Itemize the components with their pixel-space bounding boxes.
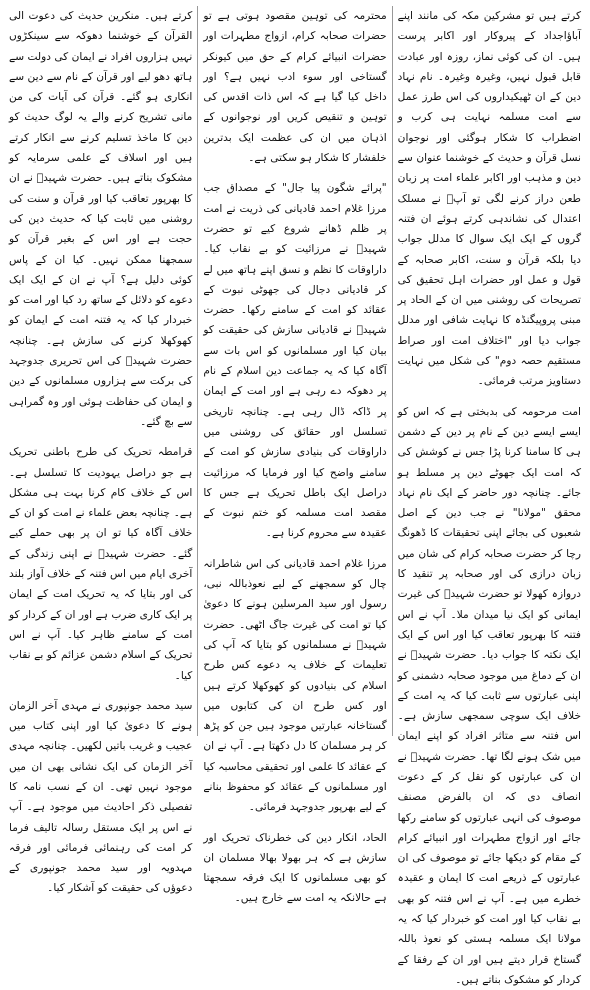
paragraph-gap (9, 432, 192, 442)
paragraph: مرزا غلام احمد قادیانی کی اس شاطرانہ چال کو سمجھنے کے لیے نعوذباللہ نبی، رسول اور سید المرسلین ہونے کا دعویٰ کیا تو امت کی غیرت جاگ اٹھی۔ حضرت شہیدؒ نے مسلمانوں کو بتایا کہ آپ کی تعلیمات کے خلاف یہ دعوے کس طرح اسلام کی بنیادوں کو کھوکھلا کرتے ہیں اور کس طرح ان کی کتابوں میں گستاخانہ عبارتیں موجود ہیں جن کو پڑھ کر ہر مسلمان کا دل دکھتا ہے۔ آپ نے ان کے عقائد کا علمی اور تحقیقی محاسبہ کیا اور مسلمانوں کے عقائد کو محفوظ بنانے کے لیے بھرپور جدوجہد فرمائی۔ (203, 557, 387, 814)
paragraph: سید محمد جونپوری نے مہدی آخر الزمان ہونے کا دعویٰ کیا اور اپنی کتاب میں عجیب و غریب باتیں لکھیں۔ چنانچہ مہدی آخر الزمان کی ایک نشانی بھی ان میں موجود نہیں تھی۔ ان کے نسب نامہ کا تفصیلی ذکر احادیث میں موجود ہے۔ آپ نے اس پر ایک مستقل رسالہ تالیف فرما کر امت کی رہنمائی فرمائی اور فرقہ مہدویہ اور سید محمد جونپوری کے دعوؤں کی حقیقت کو آشکار کیا۔ (9, 699, 193, 895)
paragraph: امت مرحومہ کی بدبختی ہے کہ اس کو ایسے ایسے دین کے نام پر دین کے دشمن ہی کا سامنا کرنا پڑا جس نے کوشش کی کہ امت ایک جھوٹے دین پر مسلط ہو جائے۔ چنانچہ دور حاضر کے ایک نام نہاد محقق "مولانا" نے جب دین کے اصل شعبوں کی بجائے اپنی تحقیقات کا ڈھونگ رچا کر حضرت صحابہ کرام کی شان میں زبان درازی کی اور صحابہ پر تنقید کا دروازہ کھولا تو حضرت شہیدؒ کی غیرت ایمانی کو ایک نیا میدان ملا۔ آپ نے اس فتنہ کا بھرپور تعاقب کیا اور اس کے ایک ایک نکتہ کا جواب دیا۔ حضرت شہیدؒ نے ان کے دماغ میں موجود صحابہ دشمنی کو اپنی عبارتوں سے ثابت کیا کہ یہ امت کے خلاف ایک سوچی سمجھی سازش ہے۔ اس فتنہ سے متاثر افراد کو اپنے ایمان میں شک ہونے لگا تھا۔ حضرت شہیدؒ نے ان کی عبارتوں کو نقل کر کے دعوت انصاف دی کہ ان بالفرض مصنف موصوف کی انہی عبارتوں کو سامنے رکھا جائے اور ازواج مطہرات اور انبیائے کرام کے مقام کو دیکھا جائے تو موصوف کی ان عبارتوں کے ذریعے امت کا ایمان و عقیدہ خطرے میں ہے۔ آپ نے اس فتنہ کو بھی بے نقاب کیا اور امت کو خبردار کیا کہ یہ مولانا ایک مسلمہ ہستی کو نعوذ باللہ گستاخ قرار دیتے ہیں اور ان کے رفقا کے کردار کو مشکوک بناتے ہیں۔ (397, 405, 581, 986)
paragraph: محترمہ کی توہین مقصود ہوتی ہے تو حضرات صحابہ کرام، ازواج مطہرات اور حضرات انبیائے کرام کے حق میں کیونکر گستاخی اور سوء ادب نہیں ہے؟ اور داخل کیا گیا ہے کہ اس ذات اقدس کی توہین و تنقیص کریں اور نوجوانوں کے اذہان میں ان کی عظمت ایک بدترین خلفشار کا شکار ہو سکتی ہے۔ (203, 10, 387, 165)
paragraph: الحاد، انکار دین کی خطرناک تحریک اور سازش ہے کہ ہر بھولا بھالا مسلمان ان کو بھی مسلمانوں کا ایک فرقہ سمجھتا ہے حالانکہ یہ امت سے خارج ہیں۔ (203, 831, 387, 905)
paragraph: کرتے ہیں تو مشرکین مکہ کی مانند اپنے آباؤاجداد کے پیروکار اور اکابر پرست ہیں۔ ان کی کوئی نماز، روزہ اور عبادت قابل قبول نہیں، وغیرہ وغیرہ۔ نام نہاد دین کے ان ٹھیکیداروں کی اس طرز عمل سے امت مسلمہ نہایت ہی کرب و اضطراب کا شکار ہوگئی اور نوجوان نسل قرآن و حدیث کے خوشنما عنوان سے دین و مذہب اور اکابر علماء امت پر زبان طعن دراز کرنے لگی تو آپؒ نے مسلک اعتدال کی نشاندہی کرتے ہوئے ان فتنہ گروں کے ایک ایک سوال کا مدلل جواب دیا بلکہ قرآن و سنت، اکابر صحابہ کے قول و عمل اور حضرات اہل تحقیق کی تصریحات کی روشنی میں ان کے الحاد پر مبنی پروپیگنڈہ کا نہایت شافی اور مدلل جواب دیا اور "اختلاف امت اور صراط مستقیم حصہ دوم" کی شکل میں نہایت دستاویز مرتب فرمائی۔ (397, 10, 581, 388)
paragraph-gap (203, 168, 386, 178)
text-column-middle (198, 6, 392, 905)
paragraph-gap (9, 686, 192, 696)
paragraph: کرتے ہیں۔ منکرین حدیث کی دعوت الی القرآن کے خوشنما دھوکہ سے سینکڑوں نہیں ہزاروں افراد نے ایمان کی دولت سے ہاتھ دھو لیے اور قرآن کے نام سے دین سے انکاری ہو گئے۔ قرآن کی آیات کی من مانی تشریح کرنے والے یہ لوگ حدیث کو دین کا ماخذ تسلیم کرنے سے انکار کرتے ہیں اور اسلاف کے علمی سرمایہ کو مشکوک بناتے ہیں۔ حضرت شہیدؒ نے ان کا بھرپور تعاقب کیا اور قرآن و سنت کی روشنی میں ثابت کیا کہ حدیث دین کی حجت ہے اور اس کے بغیر قرآن کو سمجھنا ممکن نہیں۔ کیا ان کے پاس کوئی دلیل ہے؟ آپ نے ان کے ایک ایک دعوے کو دلائل کے ساتھ رد کیا اور امت کو خبردار کیا کہ یہ فتنہ امت کے ایمان کو کھوکھلا کرنے کی سازش ہے۔ چنانچہ حضرت شہیدؒ کی اس تحریری جدوجہد کی برکت سے ہزاروں مسلمانوں کے دین و ایمان کی حفاظت ہوئی اور وہ گمراہی سے بچ گئے۔ (9, 10, 193, 428)
paragraph-gap (203, 544, 386, 554)
paragraph-gap (398, 392, 581, 402)
text-column-left (4, 6, 198, 895)
paragraph-gap (203, 818, 386, 828)
paragraph: قرامطہ تحریک کی طرح باطنی تحریک ہے جو دراصل یہودیت کا تسلسل ہے۔ اس کے خلاف کام کرنا بہت ہی مشکل ہے۔ چنانچہ بعض علماء نے امت کو ان کے خلاف آگاہ کیا تو ان پر بھی حملے کیے گئے۔ حضرت شہیدؒ نے اپنی زندگی کے آخری ایام میں اس فتنہ کے خلاف آواز بلند کی اور بتایا کہ یہ تحریک امت کے ایمان پر ایک کاری ضرب ہے اور ان کے کردار کو امت کے سامنے ظاہر کیا۔ آپ نے اس تحریک کے اسلام دشمن عزائم کو بے نقاب کیا۔ (9, 446, 193, 682)
paragraph: "پرائے شگون پیا جال" کے مصداق جب مرزا غلام احمد قادیانی کی ذریت نے امت پر ظلم ڈھانے شروع کیے تو حضرت شہیدؒ نے مرزائیت کو بے نقاب کیا۔ داراوقات کا نظم و نسق اپنے ہاتھ میں لے کر قادیانی دجال کی جھوٹی نبوت کے عقائد کو امت کے سامنے رکھا۔ حضرت شہیدؒ نے قادیانی سازش کی حقیقت کو بیان کیا اور مسلمانوں کو اس بات سے آگاہ کیا کہ یہ جماعت دین اسلام کے نام پر دھوکہ دے رہی ہے اور امت کے ایمان پر ڈاکہ ڈال رہی ہے۔ چنانچہ تاریخی تسلسل اور حقائق کی روشنی میں داراوقات کی بنیادی سازش کو امت کے سامنے واضح کیا اور فرمایا کہ مرزائیت دراصل ایک باطل تحریک ہے جس کا مقصد امت مسلمہ کو ختم نبوت کے عقیدہ سے محروم کرنا ہے۔ (203, 182, 387, 540)
text-column-right (393, 6, 586, 986)
